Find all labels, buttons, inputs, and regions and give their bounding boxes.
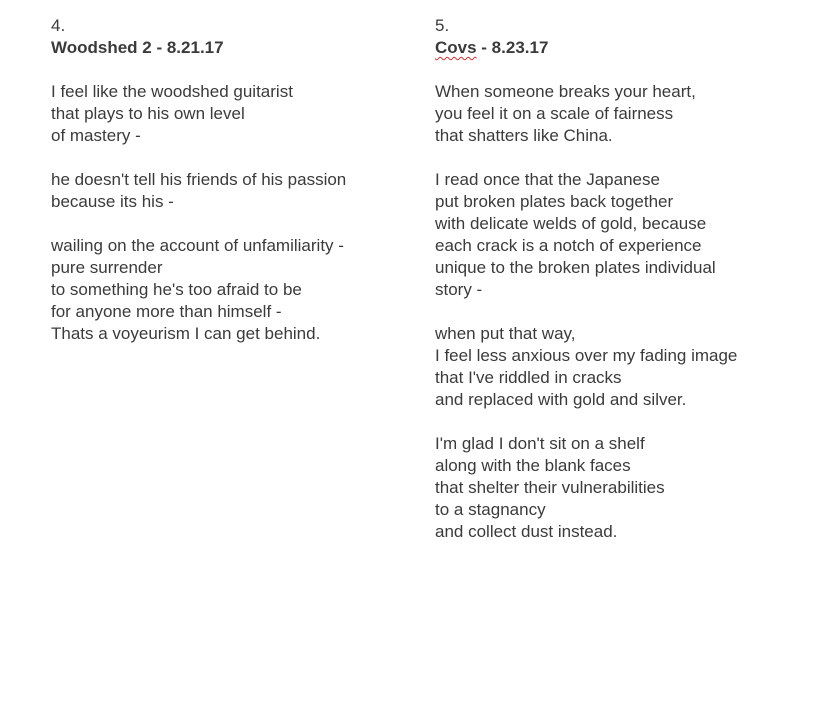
poem-line: I'm glad I don't sit on a shelf xyxy=(435,434,645,453)
poem-title-name-misspelled[interactable]: Covs xyxy=(435,38,477,57)
poem-title-name: Woodshed 2 xyxy=(51,38,152,57)
poem-line: put broken plates back together xyxy=(435,192,674,211)
poem-line: that I've riddled in cracks xyxy=(435,368,622,387)
poem-line: he doesn't tell his friends of his passion xyxy=(51,170,347,189)
stanza xyxy=(435,169,815,301)
stanza xyxy=(435,323,815,411)
poem-line: of mastery - xyxy=(51,126,141,145)
poem-4 xyxy=(51,15,421,345)
poem-line: for anyone more than himself - xyxy=(51,302,282,321)
stanza xyxy=(435,81,815,147)
poem-line: and collect dust instead. xyxy=(435,522,618,541)
poem-line: with delicate welds of gold, because xyxy=(435,214,707,233)
poem-line: each crack is a notch of experience xyxy=(435,236,702,255)
poem-title-date: - 8.23.17 xyxy=(476,38,549,57)
stanza xyxy=(51,81,421,147)
poem-line: story - xyxy=(435,280,483,299)
stanza xyxy=(435,433,815,543)
poem-line: to a stagnancy xyxy=(435,500,546,519)
stanza xyxy=(51,235,421,345)
poem-line: when put that way, xyxy=(435,324,576,343)
poem-line: you feel it on a scale of fairness xyxy=(435,104,674,123)
poem-line: I read once that the Japanese xyxy=(435,170,660,189)
poem-number: 5. xyxy=(435,16,450,35)
poem-line: and replaced with gold and silver. xyxy=(435,390,687,409)
stanza xyxy=(51,169,421,213)
poem-5 xyxy=(435,15,815,543)
poem-line: because its his - xyxy=(51,192,174,211)
poem-line: that plays to his own level xyxy=(51,104,245,123)
poem-line: Thats a voyeurism I can get behind. xyxy=(51,324,321,343)
poem-line: When someone breaks your heart, xyxy=(435,82,696,101)
poem-line: along with the blank faces xyxy=(435,456,631,475)
poem-line: wailing on the account of unfamiliarity - xyxy=(51,236,344,255)
poem-line: pure surrender xyxy=(51,258,163,277)
poem-line: to something he's too afraid to be xyxy=(51,280,302,299)
poem-line: that shelter their vulnerabilities xyxy=(435,478,665,497)
poem-line: I feel less anxious over my fading image xyxy=(435,346,738,365)
poem-title xyxy=(51,37,421,59)
poem-line: unique to the broken plates individual xyxy=(435,258,716,277)
poem-title-date: - 8.21.17 xyxy=(151,38,224,57)
poem-title xyxy=(435,37,815,59)
poem-number: 4. xyxy=(51,16,66,35)
poem-line: that shatters like China. xyxy=(435,126,613,145)
poem-line: I feel like the woodshed guitarist xyxy=(51,82,293,101)
